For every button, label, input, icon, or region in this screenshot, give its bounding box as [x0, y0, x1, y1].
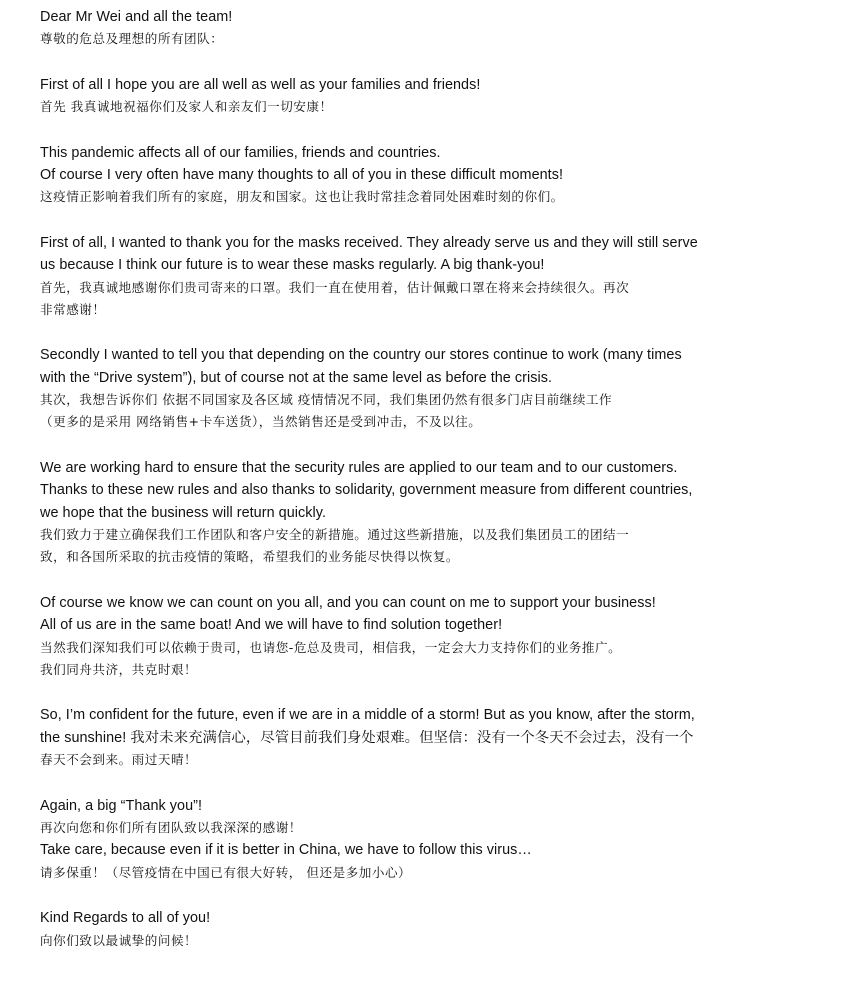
english-text-line: All of us are in the same boat! And we will have to find solution together!: [40, 617, 503, 634]
chinese-text-line: （更多的是采用 网络销售+卡车送货），当然销售还是受到冲击，不及以往。: [40, 414, 482, 430]
paragraph: [40, 457, 800, 569]
paragraph: [40, 6, 800, 51]
paragraph: [40, 232, 800, 322]
chinese-text-line: 首先，我真诚地感谢你们贵司寄来的口罩。我们一直在使用着，估计佩戴口罩在将来会持续很久。再次: [40, 279, 630, 295]
english-text-line: Again, a big “Thank you”!: [40, 797, 203, 814]
english-text-line: with the “Drive system”), but of course not at the same level as before the crisis.: [40, 369, 553, 386]
paragraph: [40, 74, 800, 119]
paragraph: [40, 142, 800, 209]
chinese-text-line: 非常感谢！: [40, 301, 106, 317]
chinese-text-line: 这疫情正影响着我们所有的家庭，朋友和国家。这也让我时常挂念着同处困难时刻的你们。: [40, 189, 564, 205]
paragraph: [40, 795, 800, 885]
chinese-text-line: 当然我们深知我们可以依赖于贵司，也请您-危总及贵司，相信我，一定会大力支持你们的业务推广。: [40, 639, 622, 655]
english-text-line: the sunshine! 我对未来充满信心，尽管目前我们身处艰难。但坚信：没有一个冬天不会过去，没有一个: [40, 729, 694, 746]
chinese-text-line: 我们致力于建立确保我们工作团队和客户安全的新措施。通过这些新措施，以及我们集团员工的团结一: [40, 527, 630, 543]
english-text-line: First of all, I wanted to thank you for the masks received. They already serve us and they will still serve: [40, 234, 698, 251]
english-text-line: Of course we know we can count on you all, and you can count on me to support your business!: [40, 594, 656, 611]
english-text-line: Of course I very often have many thoughts to all of you in these difficult moments!: [40, 166, 564, 183]
english-text-line: We are working hard to ensure that the security rules are applied to our team and to our customers.: [40, 459, 678, 476]
english-text-line: Secondly I wanted to tell you that depending on the country our stores continue to work (many times: [40, 347, 682, 364]
paragraph: [40, 907, 800, 952]
english-text-line: First of all I hope you are all well as well as your families and friends!: [40, 76, 481, 93]
english-text-line: Kind Regards to all of you!: [40, 910, 211, 927]
english-text-line: Dear Mr Wei and all the team!: [40, 9, 233, 25]
chinese-text-line: 春天不会到来。雨过天晴！: [40, 752, 198, 768]
english-text-line: Take care, because even if it is better in China, we have to follow this virus…: [40, 842, 532, 859]
english-text-line: This pandemic affects all of our families, friends and countries.: [40, 144, 441, 161]
paragraph: [40, 344, 800, 434]
chinese-text-line: 向你们致以最诚挚的问候！: [40, 932, 198, 948]
chinese-text-line: 首先 我真诚地祝福你们及家人和亲友们一切安康！: [40, 99, 333, 115]
chinese-text-line: 致，和各国所采取的抗击疫情的策略，希望我们的业务能尽快得以恢复。: [40, 549, 459, 565]
paragraph: [40, 704, 800, 771]
letter-body: [40, 6, 800, 975]
english-text-line: us because I think our future is to wear these masks regularly. A big thank-you!: [40, 257, 545, 274]
english-text-line: So, I’m confident for the future, even if we are in a middle of a storm! But as you know, after the storm,: [40, 707, 695, 724]
english-text-line: Thanks to these new rules and also thanks to solidarity, government measure from different countries,: [40, 482, 693, 499]
chinese-text-line: 请多保重！（尽管疫情在中国已有很大好转， 但还是多加小心）: [40, 864, 412, 880]
chinese-text-line: 我们同舟共济，共克时艰！: [40, 661, 198, 677]
chinese-text-line: 再次向您和你们所有团队致以我深深的感谢！: [40, 819, 302, 835]
chinese-text-line: 尊敬的危总及理想的所有团队：: [40, 31, 224, 47]
chinese-text-line: 其次，我想告诉你们 依据不同国家及各区域 疫情情况不同，我们集团仍然有很多门店目前继续工作: [40, 392, 613, 408]
english-text-line: we hope that the business will return quickly.: [40, 504, 326, 521]
paragraph: [40, 592, 800, 682]
